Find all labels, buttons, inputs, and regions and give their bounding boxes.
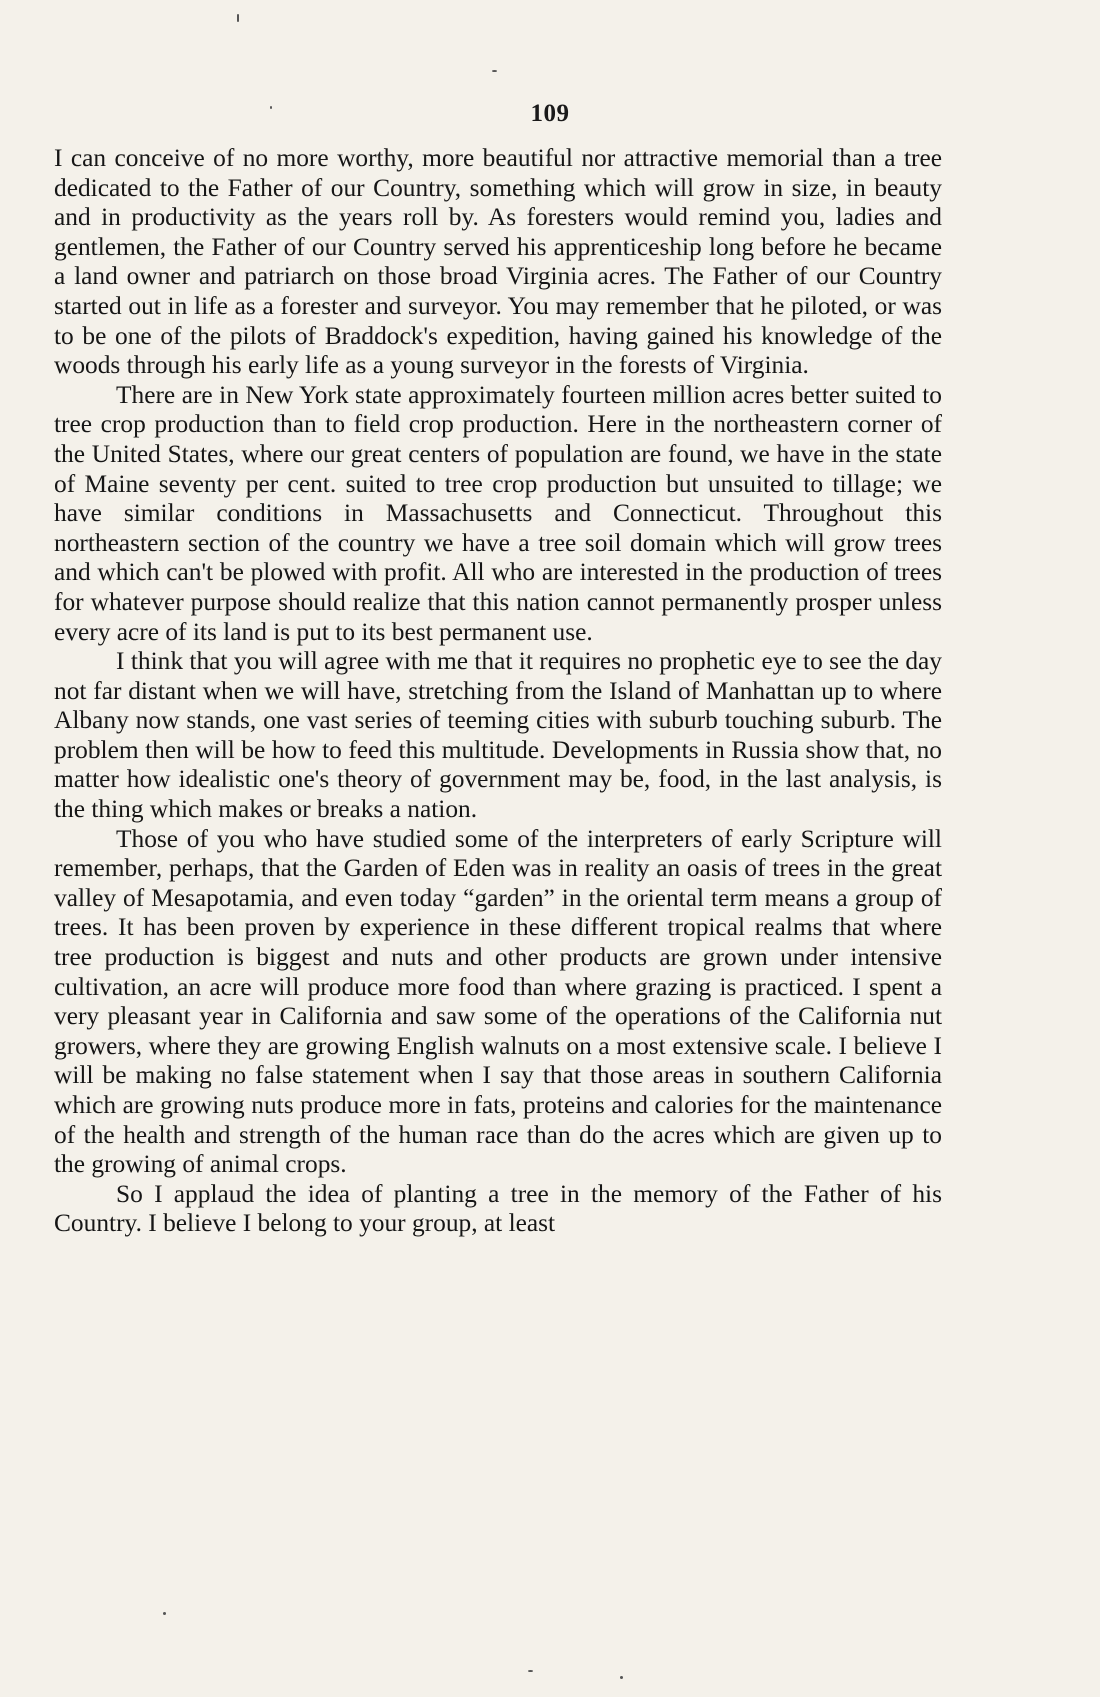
paragraph-tree-crop-acres: There are in New York state approximately fourteen million acres better suited to tree crop production than to field crop production. Here in the northeastern corner of the United States, where our great centers of population are found, we have in the state of Maine seventy per cent. suited to tree crop production but unsuited to tillage; we have similar conditions in Massachusetts and Connecticut. Throughout this northeastern section of the country we have a tree soil domain which will grow trees and which can't be plowed with profit. All who are interested in the production of trees for whatever purpose should realize that this nation cannot permanently prosper unless every acre of its land is put to its best permanent use. bbox=[54, 380, 942, 646]
scan-speck bbox=[492, 70, 497, 72]
body-text bbox=[54, 144, 942, 1239]
scan-speck bbox=[237, 14, 239, 22]
scan-speck bbox=[270, 106, 272, 109]
paragraph-garden-of-eden: Those of you who have studied some of the interpreters of early Scripture will remember, perhaps, that the Garden of Eden was in reality an oasis of trees in the great valley of Mesapotamia, and even today “garden” in the oriental term means a group of trees. It has been proven by experience in these different tropical realms that where tree production is biggest and nuts and other products are grown under intensive cultivation, an acre will produce more food than where grazing is practiced. I spent a very pleasant year in California and saw some of the operations of the California nut growers, where they are growing English walnuts on a most extensive scale. I believe I will be making no false statement when I say that those areas in southern California which are growing nuts produce more in fats, proteins and calories for the maintenance of the health and strength of the human race than do the acres which are given up to the growing of animal crops. bbox=[54, 824, 942, 1179]
paragraph-applaud-tree-planting: So I applaud the idea of planting a tree in the memory of the Father of his Country. I believe I belong to your group, at least bbox=[54, 1179, 942, 1238]
paragraph-washington-memorial: I can conceive of no more worthy, more beautiful nor attractive memorial than a tree dedicated to the Father of our Country, something which will grow in size, in beauty and in productivity as the years roll by. As foresters would remind you, ladies and gentlemen, the Father of our Country served his apprenticeship long before he became a land owner and patriarch on those broad Virginia acres. The Father of our Country started out in life as a forester and surveyor. You may remember that he piloted, or was to be one of the pilots of Braddock's expedition, having gained his knowledge of the woods through his early life as a young surveyor in the forests of Virginia. bbox=[54, 144, 942, 380]
scan-speck bbox=[620, 1676, 623, 1679]
paragraph-feeding-multitude: I think that you will agree with me that it requires no prophetic eye to see the day not far distant when we will have, stretching from the Island of Manhattan up to where Albany now stands, one vast series of teeming cities with suburb touching suburb. The problem then will be how to feed this multitude. Developments in Russia show that, no matter how idealistic one's theory of government may be, food, in the last analysis, is the thing which makes or breaks a nation. bbox=[54, 647, 942, 824]
scan-speck bbox=[528, 1670, 533, 1672]
page-number: 109 bbox=[530, 100, 570, 127]
scan-speck bbox=[163, 1612, 166, 1615]
